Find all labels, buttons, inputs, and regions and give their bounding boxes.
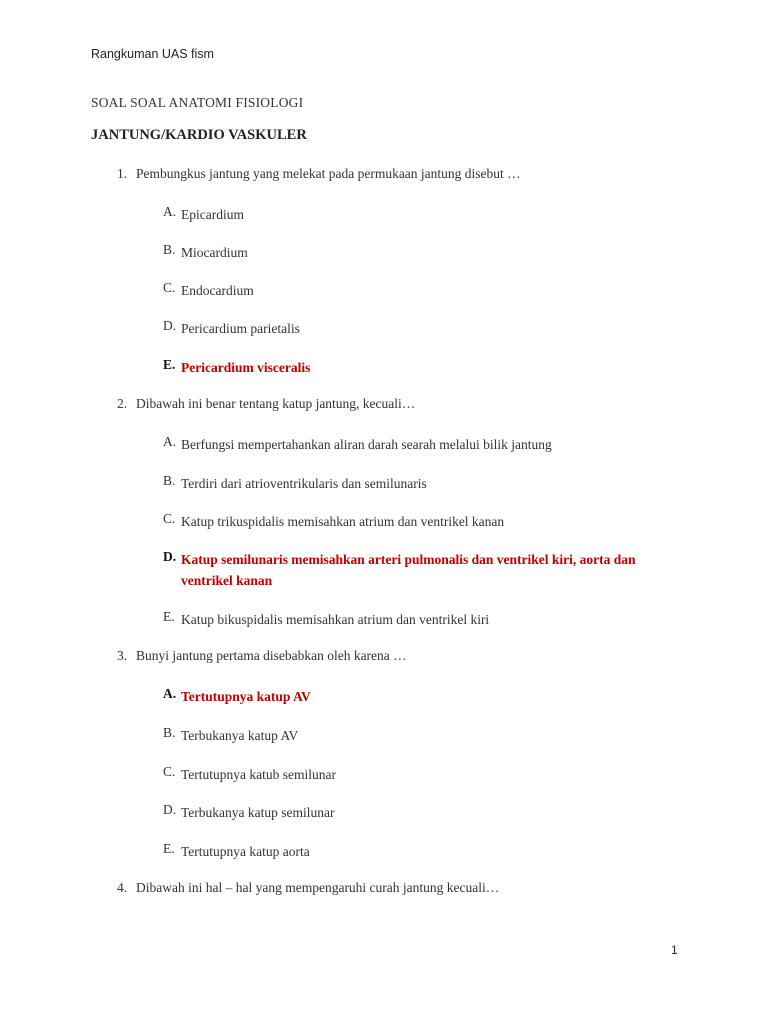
option-item (163, 434, 683, 455)
option-letter: B. (163, 473, 176, 488)
option-text: Katup trikuspidalis memisahkan atrium dan ventrikel kanan (181, 514, 505, 529)
option-item (163, 204, 683, 225)
option-letter: C. (163, 764, 176, 779)
question-1 (117, 166, 717, 182)
option-text: Tertutupnya katup AV (181, 689, 311, 704)
question-2 (117, 396, 717, 412)
question-text: Dibawah ini hal – hal yang mempengaruhi curah jantung kecuali… (136, 880, 500, 895)
option-letter: B. (163, 242, 176, 257)
option-letter: E. (163, 609, 175, 624)
option-letter: C. (163, 511, 176, 526)
option-text: Katup semilunaris memisahkan arteri pulmonalis dan ventrikel kiri, aorta dan ventrikel kanan (181, 552, 636, 588)
option-text: Pericardium parietalis (181, 321, 300, 336)
question-4 (117, 880, 717, 896)
question-number: 2. (117, 396, 128, 411)
page-header: Rangkuman UAS fism (91, 47, 214, 61)
option-text: Endocardium (181, 283, 254, 298)
question-number: 3. (117, 648, 128, 663)
correct-answer-option (163, 686, 683, 707)
option-letter: A. (163, 434, 177, 449)
correct-answer-option (163, 357, 683, 378)
option-item (163, 280, 683, 301)
option-letter: D. (163, 318, 177, 333)
option-letter: D. (163, 802, 177, 817)
option-item (163, 802, 683, 823)
option-text: Katup bikuspidalis memisahkan atrium dan ventrikel kiri (181, 612, 490, 627)
question-text: Bunyi jantung pertama disebabkan oleh karena … (136, 648, 407, 663)
option-item (163, 609, 683, 630)
question-number: 1. (117, 166, 128, 181)
option-text: Tertutupnya katup aorta (181, 844, 310, 859)
option-item (163, 318, 683, 339)
option-item (163, 841, 683, 862)
option-text: Epicardium (181, 207, 244, 222)
option-text: Terbukanya katup semilunar (181, 805, 335, 820)
option-text: Terbukanya katup AV (181, 728, 299, 743)
option-text: Tertutupnya katub semilunar (181, 767, 337, 782)
option-item (163, 511, 683, 532)
option-text: Terdiri dari atrioventrikularis dan semilunaris (181, 476, 427, 491)
option-text: Pericardium visceralis (181, 360, 311, 375)
page-number: 1 (671, 943, 678, 957)
section-title: JANTUNG/KARDIO VASKULER (91, 127, 307, 143)
option-letter: A. (163, 686, 177, 701)
question-text: Dibawah ini benar tentang katup jantung, kecuali… (136, 396, 416, 411)
option-text: Miocardium (181, 245, 248, 260)
option-letter: A. (163, 204, 177, 219)
question-text: Pembungkus jantung yang melekat pada permukaan jantung disebut … (136, 166, 521, 181)
option-text: Berfungsi mempertahankan aliran darah searah melalui bilik jantung (181, 437, 552, 452)
option-item (163, 473, 683, 494)
question-number: 4. (117, 880, 128, 895)
option-letter: D. (163, 549, 177, 564)
option-letter: E. (163, 357, 176, 372)
document-title: SOAL SOAL ANATOMI FISIOLOGI (91, 95, 304, 110)
question-3 (117, 648, 717, 664)
option-item (163, 725, 683, 746)
option-item (163, 764, 683, 785)
option-letter: E. (163, 841, 175, 856)
correct-answer-option (163, 549, 668, 591)
option-letter: C. (163, 280, 176, 295)
option-letter: B. (163, 725, 176, 740)
option-item (163, 242, 683, 263)
